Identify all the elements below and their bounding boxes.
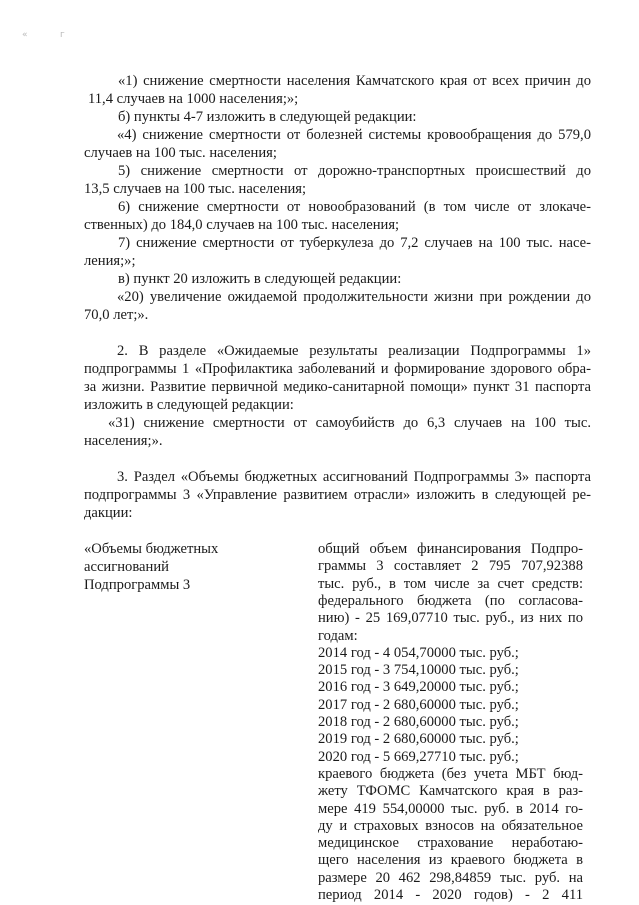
section-3-line-2: подпрограммы 3 «Управление развитием отрасли» изложить в следующей ре- xyxy=(84,487,591,503)
table-right-line: щего населения из краевого бюджета в xyxy=(318,852,583,869)
section-3-line-3: дакции: xyxy=(84,505,133,521)
table-right-line: нию) - 25 169,07710 тыс. руб., из них по xyxy=(318,610,583,627)
table-right-line: тыс. руб., в том числе за счет средств: xyxy=(318,575,583,592)
table-right-year-line: 2020 год - 5 669,27710 тыс. руб.; xyxy=(318,748,519,765)
table-right-year-line: 2016 год - 3 649,20000 тыс. руб.; xyxy=(318,679,519,696)
paragraph-item-7-line-1: 7) снижение смертности от туберкулеза до 7,2 случаев на 100 тыс. насе- xyxy=(118,235,591,251)
table-right-line: краевого бюджета (без учета МБТ бюд- xyxy=(318,765,583,782)
table-right-year-line: 2017 год - 2 680,60000 тыс. руб.; xyxy=(318,696,519,713)
section-2-line-3: за жизни. Развитие первичной медико-санитарной помощи» пункт 31 паспорта xyxy=(84,379,591,395)
paragraph-item-6-line-2: ственных) до 184,0 случаев на 100 тыс. населения; xyxy=(84,217,400,233)
paragraph-item-20-line-1: «20) увеличение ожидаемой продолжительности жизни при рождении до xyxy=(117,289,591,305)
table-right-line: размере 20 462 298,84859 тыс. руб. на xyxy=(318,869,583,886)
table-right-line: федерального бюджета (по согласова- xyxy=(318,592,583,609)
table-right-line: годам: xyxy=(318,627,358,644)
table-right-line: общий объем финансирования Подпро- xyxy=(318,541,583,557)
paragraph-item-7-line-2: ления;»; xyxy=(84,253,136,269)
paragraph-item-20-line-2: 70,0 лет;». xyxy=(84,307,149,323)
table-right-line: ду и страховых взносов на обязательное xyxy=(318,817,583,834)
table-right-line: граммы 3 составляет 2 795 707,92388 xyxy=(318,558,583,575)
scan-mark: « xyxy=(22,30,28,40)
paragraph-item-6-line-1: 6) снижение смертности от новообразований (в том числе от злокаче- xyxy=(118,199,591,215)
paragraph-item-31-line-1: «31) снижение смертности от самоубийств до 6,3 случаев на 100 тыс. xyxy=(108,415,591,431)
section-2-line-1: 2. В разделе «Ожидаемые результаты реализации Подпрограммы 1» xyxy=(117,343,591,359)
paragraph-item-4-line-2: случаев на 100 тыс. населения; xyxy=(84,145,277,161)
subclause-v: в) пункт 20 изложить в следующей редакции: xyxy=(118,271,402,287)
paragraph-item-5-line-2: 13,5 случаев на 100 тыс. населения; xyxy=(84,181,307,197)
table-right-year-line: 2018 год - 2 680,60000 тыс. руб.; xyxy=(318,714,519,730)
table-left-line-1: «Объемы бюджетных xyxy=(84,541,219,557)
section-2-line-2: подпрограммы 1 «Профилактика заболеваний и формирование здорового обра- xyxy=(84,361,591,377)
paragraph-item-1-line-2: 11,4 случаев на 1000 населения;»; xyxy=(88,91,299,107)
section-2-line-4: изложить в следующей редакции: xyxy=(84,397,294,413)
table-right-line: медицинское страхование неработаю- xyxy=(318,835,583,852)
paragraph-item-1-line-1: «1) снижение смертности населения Камчатского края от всех причин до xyxy=(118,73,591,89)
table-right-year-line: 2014 год - 4 054,70000 тыс. руб.; xyxy=(318,644,519,661)
section-3-line-1: 3. Раздел «Объемы бюджетных ассигнований Подпрограммы 3» паспорта xyxy=(117,469,591,485)
paragraph-item-31-line-2: населения;». xyxy=(84,433,163,449)
paragraph-item-5-line-1: 5) снижение смертности от дорожно-транспортных происшествий до xyxy=(118,163,591,179)
table-right-line: жету ТФОМС Камчатского края в раз- xyxy=(318,783,583,800)
table-left-line-2: ассигнований xyxy=(84,559,169,575)
table-right-line: мере 419 554,00000 тыс. руб. в 2014 го- xyxy=(318,800,583,817)
table-right-year-line: 2015 год - 3 754,10000 тыс. руб.; xyxy=(318,662,519,679)
subclause-b: б) пункты 4-7 изложить в следующей редакции: xyxy=(118,109,417,125)
table-right-line: период 2014 - 2020 годов) - 2 411 xyxy=(318,887,583,903)
paragraph-item-4-line-1: «4) снижение смертности от болезней системы кровообращения до 579,0 xyxy=(117,127,591,143)
table-right-year-line: 2019 год - 2 680,60000 тыс. руб.; xyxy=(318,731,519,748)
scan-mark: г xyxy=(60,30,65,40)
table-left-line-3: Подпрограммы 3 xyxy=(84,577,191,593)
